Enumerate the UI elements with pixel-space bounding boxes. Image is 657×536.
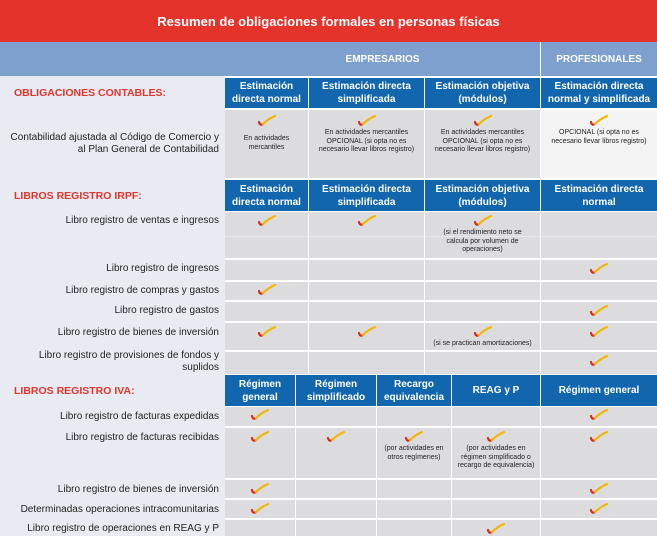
hdr-irpf-3: Estimación objetiva (módulos) bbox=[425, 180, 540, 211]
page-title: Resumen de obligaciones formales en personas físicas bbox=[0, 0, 657, 42]
check-icon bbox=[485, 430, 507, 444]
cell-contabilidad-4 bbox=[541, 110, 657, 178]
row-gastos-label: Libro registro de gastos bbox=[114, 305, 219, 316]
row-intracom-label: Determinadas operaciones intracomunitarias bbox=[20, 504, 219, 515]
row-compras-label: Libro registro de compras y gastos bbox=[65, 285, 219, 296]
check-icon bbox=[249, 408, 271, 422]
row-bienes-iva-label: Libro registro de bienes de inversión bbox=[57, 484, 219, 495]
divider bbox=[451, 375, 452, 536]
divider bbox=[424, 78, 425, 374]
check-icon bbox=[325, 430, 347, 444]
cell-gastos-4 bbox=[541, 304, 657, 318]
check-icon bbox=[472, 114, 494, 128]
check-icon bbox=[256, 325, 278, 339]
check-icon bbox=[472, 214, 494, 228]
cell-bienes-3 bbox=[425, 325, 540, 349]
hdr-contables-3: Estimación objetiva (módulos) bbox=[425, 78, 540, 108]
check-icon bbox=[256, 114, 278, 128]
divider bbox=[225, 498, 657, 500]
note: En actividades mercantiles bbox=[243, 135, 290, 151]
note: (por actividades en régimen simplificado o recargo de equivalencia) bbox=[457, 445, 535, 469]
hdr-iva-5: Régimen general bbox=[541, 375, 657, 406]
divider bbox=[225, 258, 657, 260]
divider bbox=[225, 321, 657, 323]
cell-intracom-5 bbox=[541, 502, 657, 516]
check-icon bbox=[588, 114, 610, 128]
cell-provisiones-4 bbox=[541, 354, 657, 368]
divider bbox=[295, 375, 296, 536]
check-icon bbox=[588, 502, 610, 516]
cell-ventas-2 bbox=[309, 214, 424, 228]
cell-ventas-1 bbox=[225, 214, 308, 228]
divider bbox=[225, 426, 657, 428]
row-expedidas-label: Libro registro de facturas expedidas bbox=[60, 411, 219, 422]
check-icon bbox=[356, 325, 378, 339]
row-ventas-label: Libro registro de ventas e ingresos bbox=[65, 215, 219, 226]
hdr-iva-1: Régimen general bbox=[225, 375, 295, 406]
check-icon bbox=[588, 354, 610, 368]
cell-intracom-1 bbox=[225, 502, 295, 516]
check-icon bbox=[472, 325, 494, 339]
cell-ventas-3 bbox=[425, 214, 540, 255]
check-icon bbox=[249, 430, 271, 444]
note: (por actividades en otros regímenes) bbox=[384, 445, 444, 461]
check-icon bbox=[588, 408, 610, 422]
cell-bienes-iva-1 bbox=[225, 482, 295, 496]
row-provisiones-label: Libro registro de provisiones de fondos y suplidos bbox=[38, 350, 219, 373]
check-icon bbox=[485, 522, 507, 536]
cell-compras-1 bbox=[225, 283, 308, 297]
row-recibidas-label: Libro registro de facturas recibidas bbox=[65, 432, 219, 443]
divider bbox=[225, 236, 657, 237]
cell-ingresos-4 bbox=[541, 262, 657, 276]
hdr-irpf-2: Estimación directa simplificada bbox=[309, 180, 424, 211]
cell-bienes-1 bbox=[225, 325, 308, 339]
check-icon bbox=[588, 430, 610, 444]
note: (si se practican amortizaciones) bbox=[433, 340, 532, 347]
check-icon bbox=[403, 430, 425, 444]
check-icon bbox=[588, 482, 610, 496]
check-icon bbox=[356, 114, 378, 128]
group-profesionales: PROFESIONALES bbox=[541, 42, 657, 76]
cell-contabilidad-3 bbox=[425, 110, 540, 178]
cell-expedidas-1 bbox=[225, 408, 295, 422]
cell-recibidas-3 bbox=[377, 430, 451, 462]
check-icon bbox=[588, 304, 610, 318]
row-bienes-label: Libro registro de bienes de inversión bbox=[57, 327, 219, 338]
divider bbox=[308, 78, 309, 374]
note: (si el rendimiento neto se calcula por volumen de operaciones) bbox=[443, 229, 522, 253]
divider bbox=[225, 280, 657, 282]
cell-recibidas-2 bbox=[296, 430, 376, 444]
hdr-irpf-1: Estimación directa normal bbox=[225, 180, 308, 211]
cell-recibidas-4 bbox=[452, 430, 540, 471]
cell-expedidas-5 bbox=[541, 408, 657, 422]
note: En actividades mercantiles OPCIONAL (si opta no es necesario llevar libros registro) bbox=[318, 129, 415, 153]
hdr-iva-3: Recargo equivalencia bbox=[377, 375, 451, 406]
check-icon bbox=[356, 214, 378, 228]
cell-recibidas-5 bbox=[541, 430, 657, 444]
divider bbox=[225, 300, 657, 302]
note: OPCIONAL (si opta no es necesario llevar libros registro) bbox=[551, 129, 647, 145]
check-icon bbox=[588, 262, 610, 276]
check-icon bbox=[256, 283, 278, 297]
cell-contabilidad-2 bbox=[309, 110, 424, 178]
cell-reag-4 bbox=[452, 522, 540, 536]
row-ingresos-label: Libro registro de ingresos bbox=[106, 263, 219, 274]
band-spacer bbox=[0, 42, 225, 76]
divider bbox=[540, 42, 541, 536]
divider bbox=[225, 518, 657, 520]
section-irpf-label: LIBROS REGISTRO IRPF: bbox=[14, 189, 142, 202]
cell-recibidas-1 bbox=[225, 430, 295, 444]
check-icon bbox=[249, 502, 271, 516]
hdr-iva-4: REAG y P bbox=[452, 375, 540, 406]
note: En actividades mercantiles OPCIONAL (si opta no es necesario llevar libros registro) bbox=[434, 129, 531, 153]
check-icon bbox=[256, 214, 278, 228]
cell-contabilidad-1 bbox=[225, 110, 308, 178]
group-empresarios: EMPRESARIOS bbox=[225, 42, 540, 76]
row-reag-label: Libro registro de operaciones en REAG y P bbox=[27, 523, 219, 534]
check-icon bbox=[249, 482, 271, 496]
cell-bienes-iva-5 bbox=[541, 482, 657, 496]
section-contables-label: OBLIGACIONES CONTABLES: bbox=[14, 87, 167, 99]
hdr-contables-2: Estimación directa simplificada bbox=[309, 78, 424, 108]
section-iva-label: LIBROS REGISTRO IVA: bbox=[14, 384, 135, 397]
divider bbox=[225, 350, 657, 352]
divider bbox=[376, 375, 377, 536]
check-icon bbox=[588, 325, 610, 339]
row-contabilidad-label: Contabilidad ajustada al Código de Comercio y al Plan General de Contabilidad bbox=[10, 132, 219, 155]
hdr-irpf-4: Estimación directa normal bbox=[541, 180, 657, 211]
cell-bienes-2 bbox=[309, 325, 424, 339]
divider bbox=[225, 478, 657, 480]
hdr-iva-2: Régimen simplificado bbox=[296, 375, 376, 406]
cell-bienes-4 bbox=[541, 325, 657, 339]
hdr-contables-4: Estimación directa normal y simplificada bbox=[541, 78, 657, 108]
hdr-contables-1: Estimación directa normal bbox=[225, 78, 308, 108]
